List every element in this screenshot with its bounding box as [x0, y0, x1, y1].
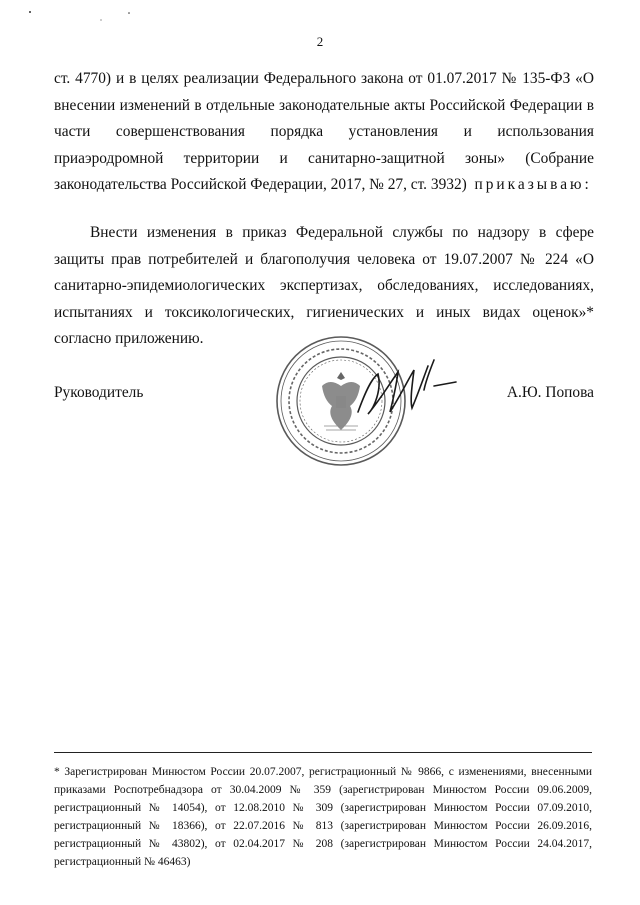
signatory-title: Руководитель — [54, 384, 144, 401]
signatory-name: А.Ю. Попова — [506, 384, 594, 401]
order-word: приказываю: — [474, 176, 592, 193]
preamble-paragraph — [54, 66, 594, 199]
handwritten-signature-icon — [352, 350, 462, 430]
footnote-divider — [54, 752, 592, 753]
footnote: * Зарегистрирован Минюстом России 20.07.2007, регистрационный № 9866, с изменениями, внесенными приказами Роспотребнадзора от 30.04.2009 № 359 (зарегистрирован Минюстом России 09.06.2009, регистрационный № 14054), от 12.08.2010 № 309 (зарегистрирован Минюстом России 07.09.2010, регистрационный № 18366), от 22.07.2016 № 813 (зарегистрирован Минюстом России 26.09.2016, регистрационный № 43802), от 02.04.2017 № 208 (зарегистрирован Минюстом России 24.04.2017, регистрационный № 46463) — [54, 766, 592, 868]
preamble-text: ст. 4770) и в целях реализации Федерального закона от 01.07.2017 № 135-ФЗ «О внесении изменений в отдельные законодательные акты Российской Федерации в части совершенствования порядка установления и использования приаэродромной территории и санитарно-защитной зоны» (Собрание законодательства Российской Федерации, 2017, № 27, ст. 3932) — [54, 70, 594, 193]
page-number: 2 — [316, 34, 324, 49]
order-paragraph: Внести изменения в приказ Федеральной службы по надзору в сфере защиты прав потребителей и благополучия человека от 19.07.2007 № 224 «О санитарно-эпидемиологических экспертизах, обследованиях, исследованиях, испытаниях и токсикологических, гигиенических и иных видах оценок»* согласно приложению. — [54, 224, 594, 347]
